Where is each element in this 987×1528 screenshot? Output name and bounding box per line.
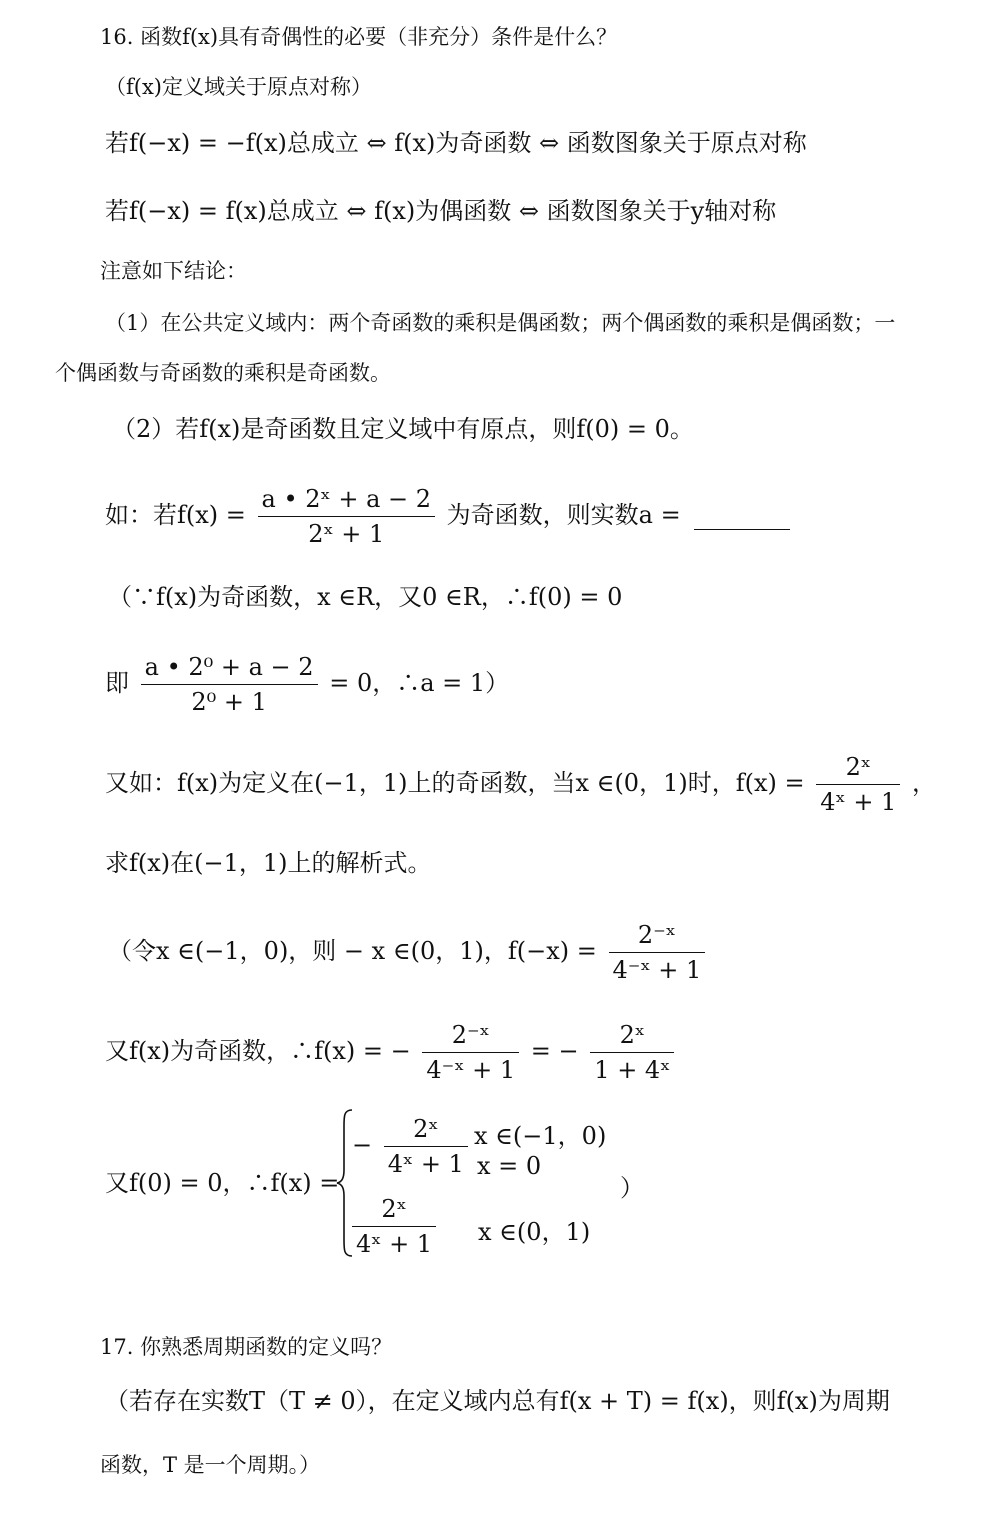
example-1	[105, 484, 790, 549]
example-2-prefix: 又如：f(x)为定义在(−1，1)上的奇函数，当x ∈(0，1)时，f(x) =	[105, 769, 805, 797]
ex2-solution-2-fraction-1	[422, 1020, 519, 1085]
piece-1-denominator: 4ˣ + 1	[387, 1150, 464, 1178]
piece-1-condition: x ∈(−1，0)	[474, 1122, 607, 1150]
odd-function-rule: 若f(−x) = −f(x)总成立 ⇔ f(x)为奇函数 ⇔ 函数图象关于原点对称	[105, 129, 807, 157]
piece-1-numerator: 2ˣ	[384, 1114, 468, 1147]
piece-1-fraction	[384, 1114, 468, 1179]
q16-title: 16. 函数f(x)具有奇偶性的必要（非充分）条件是什么？	[100, 25, 618, 49]
ex2-solution-1-fraction	[609, 920, 706, 985]
example-2-fraction	[816, 752, 900, 817]
q16-answer: （f(x)定义域关于原点对称）	[105, 75, 373, 99]
q17-answer-line-2: 函数，T 是一个周期。）	[100, 1453, 321, 1477]
example-1-numerator: a • 2ˣ + a − 2	[258, 484, 435, 517]
example-2-denominator: 4ˣ + 1	[820, 788, 897, 816]
example-1-denominator: 2ˣ + 1	[308, 520, 385, 548]
ex2-solution-1-prefix: （令x ∈(−1，0)，则 − x ∈(0，1)，f(−x) =	[108, 937, 597, 965]
piece-3-expression	[348, 1194, 440, 1259]
piece-3-denominator: 4ˣ + 1	[356, 1230, 433, 1258]
piece-1-sign: −	[352, 1131, 373, 1159]
piecewise-prefix: 又f(0) = 0，∴f(x) =	[105, 1169, 340, 1197]
ex2-solution-2-numerator-2: 2ˣ	[590, 1020, 674, 1053]
note-1-line-1: （1）在公共定义域内：两个奇函数的乘积是偶函数；两个偶函数的乘积是偶函数；一	[105, 311, 896, 335]
solution-2-numerator: a • 2⁰ + a − 2	[141, 652, 318, 685]
example-1-prefix: 如：若f(x) =	[105, 501, 246, 529]
piece-3-fraction	[352, 1194, 436, 1259]
example-2	[105, 752, 936, 817]
ex2-solution-2-prefix: 又f(x)为奇函数，∴f(x) = −	[105, 1037, 411, 1065]
ex2-solution-2-denominator-2: 1 + 4ˣ	[594, 1056, 671, 1084]
ex2-solution-2-fraction-2	[590, 1020, 674, 1085]
piece-1-expression	[352, 1114, 472, 1179]
answer-blank	[694, 503, 790, 530]
example-2-solution-2	[105, 1020, 678, 1085]
example-2-ask: 求f(x)在(−1，1)上的解析式。	[105, 849, 432, 877]
note-2: （2）若f(x)是奇函数且定义域中有原点，则f(0) = 0。	[112, 415, 694, 443]
piecewise-close-paren: ）	[620, 1174, 644, 1202]
example-1-solution-1: （∵f(x)为奇函数，x ∈R，又0 ∈R，∴f(0) = 0	[108, 583, 623, 611]
ex2-solution-2-numerator-1: 2⁻ˣ	[422, 1020, 519, 1053]
piece-3-condition: x ∈(0，1)	[478, 1218, 591, 1246]
note-1-line-2: 个偶函数与奇函数的乘积是奇函数。	[55, 361, 391, 385]
example-2-solution-1	[108, 920, 709, 985]
solution-2-denominator: 2⁰ + 1	[191, 688, 267, 716]
example-1-solution-2	[105, 652, 509, 717]
ex2-solution-1-numerator: 2⁻ˣ	[609, 920, 706, 953]
piece-3-numerator: 2ˣ	[352, 1194, 436, 1227]
note-title: 注意如下结论：	[100, 259, 247, 283]
even-function-rule: 若f(−x) = f(x)总成立 ⇔ f(x)为偶函数 ⇔ 函数图象关于y轴对称	[105, 197, 777, 225]
example-2-suffix: ，	[911, 769, 936, 797]
solution-2-prefix: 即	[105, 669, 129, 697]
example-2-numerator: 2ˣ	[816, 752, 900, 785]
piece-2-condition: x = 0	[477, 1152, 542, 1180]
q17-answer-line-1: （若存在实数T（T ≠ 0），在定义域内总有f(x + T) = f(x)，则f(x)为周期	[105, 1387, 890, 1415]
q17-title: 17. 你熟悉周期函数的定义吗？	[100, 1335, 393, 1359]
ex2-solution-2-mid: = −	[530, 1037, 579, 1065]
solution-2-suffix: = 0，∴a = 1）	[329, 669, 510, 697]
example-1-fraction	[258, 484, 435, 549]
example-1-suffix: 为奇函数，则实数a =	[446, 501, 681, 529]
ex2-solution-2-denominator-1: 4⁻ˣ + 1	[426, 1056, 516, 1084]
solution-2-fraction	[141, 652, 318, 717]
ex2-solution-1-denominator: 4⁻ˣ + 1	[612, 956, 702, 984]
